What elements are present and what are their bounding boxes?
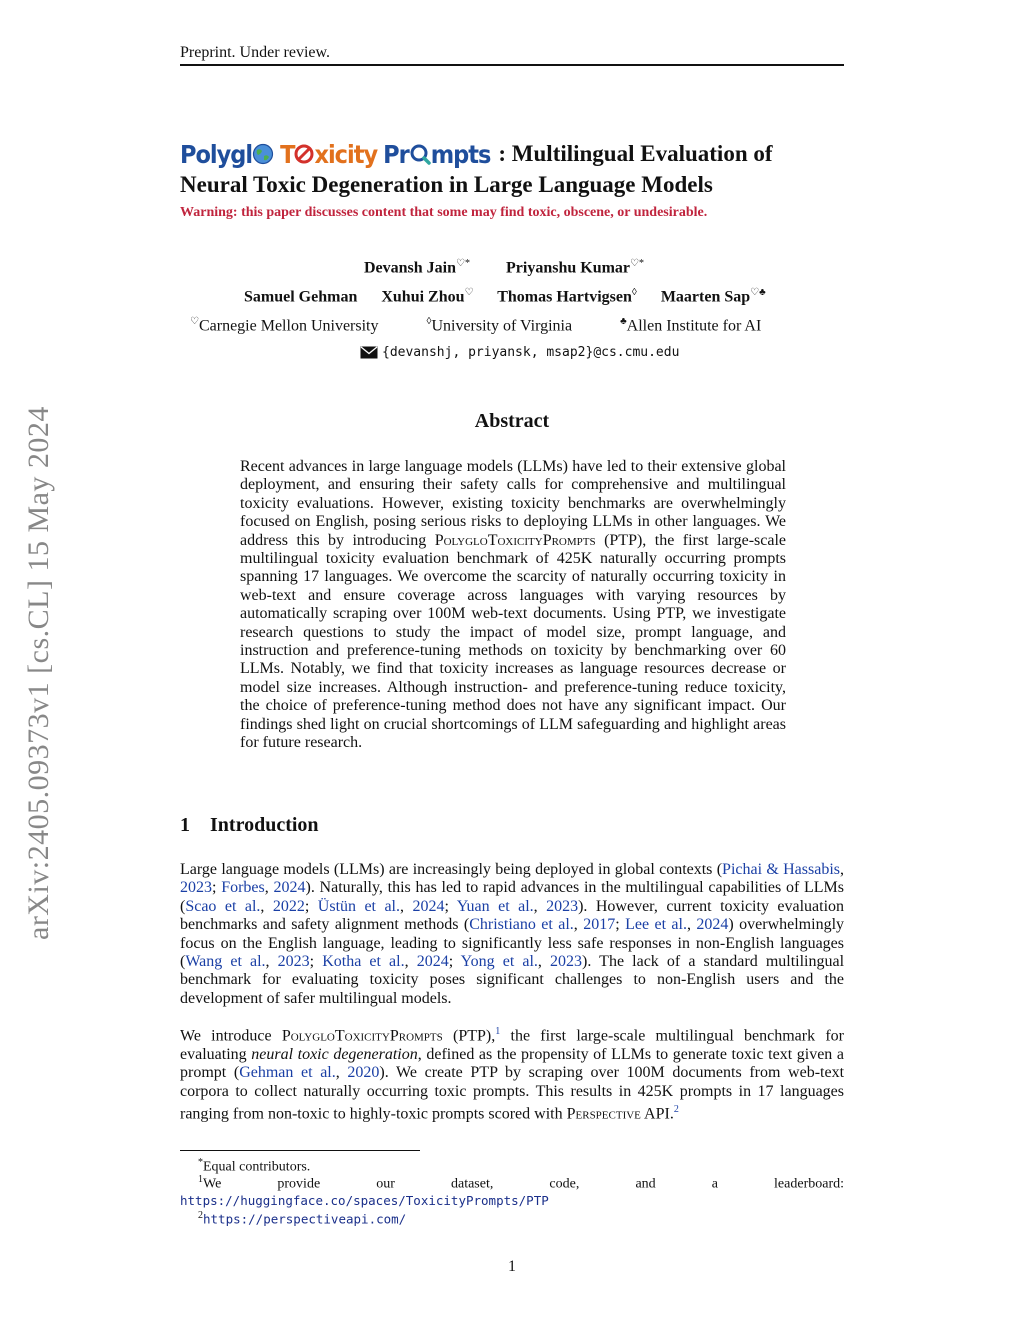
- header-rule: [180, 64, 844, 66]
- citation-link[interactable]: Gehman et al.: [239, 1064, 336, 1082]
- ptp-name: PolygloToxicityPrompts: [281, 1027, 443, 1045]
- citation-link[interactable]: Üstün et al.: [317, 897, 400, 915]
- globe-icon: [252, 143, 274, 165]
- footnote-ref[interactable]: 1: [495, 1026, 501, 1037]
- author-name: Thomas Hartvigsen: [497, 288, 632, 306]
- citation-link[interactable]: Yong et al.: [460, 953, 538, 971]
- affiliation: University of Virginia: [431, 317, 573, 335]
- citation-link[interactable]: Yuan et al.: [456, 897, 534, 915]
- footnote-rule: [180, 1150, 420, 1151]
- citation-year[interactable]: 2020: [347, 1064, 380, 1082]
- abstract-body: Recent advances in large language models (LLMs) have led to their extensive global deployment, and ensuring their safety calls for comprehensive and multilingual toxicity evaluations. However, existing toxicity benchmarks are overwhelmingly focused on English, posing serious risks to deploying LLMs in other languages. We address this by introducing PolygloToxicityPrompts (PTP), the first large-scale multilingual toxicity evaluation benchmark of 425K naturally occurring prompts spanning 17 languages. We overcome the scarcity of naturally occurring toxicity in web-text and ensure coverage across languages with varying resources by automatically scraping over 100M web-text documents. Using PTP, we investigate research questions to study the impact of model size, prompt language, and instruction and preference-tuning methods on toxicity by benchmarking over 60 LLMs. Notably, we find that toxicity increases as language resources decrease or model size increases. Although instruction- and preference-tuning reduce toxicity, the choice of preference-tuning method does not have any significant impact. Our findings shed light on crucial shortcomings of LLM safeguarding and highlight areas for future research.: [240, 458, 786, 752]
- ptp-name: PolygloToxicityPrompts: [434, 531, 596, 549]
- citation-link[interactable]: Christiano et al.: [469, 916, 574, 934]
- citation-link[interactable]: Wang et al.: [185, 953, 266, 971]
- prohibited-icon: [294, 144, 314, 164]
- citation-year[interactable]: 2023: [550, 953, 583, 971]
- running-head: Preprint. Under review.: [180, 44, 331, 61]
- citation-link[interactable]: Lee et al.: [625, 916, 687, 934]
- title-line2: Neural Toxic Degeneration in Large Language Models: [180, 172, 713, 197]
- citation-year[interactable]: 2024: [273, 879, 306, 897]
- intro-paragraph-1: Large language models (LLMs) are increasingly being deployed in global contexts (Pichai & Hassabis, 2023; Forbes, 2024). Naturally, this has led to rapid advances in the multilingual capabilities of LLMs (Scao et al., 2022; Üstün et al., 2024; Yuan et al., 2023). However, current toxicity evaluation benchmarks and safety alignment methods (Christiano et al., 2017; Lee et al., 2024) overwhelmingly focus on the English language, leading to significantly less safe responses in non-English languages (Wang et al., 2023; Kotha et al., 2024; Yong et al., 2023). The lack of a standard multilingual benchmark for evaluating toxicity poses significant challenges to non-English users and the development of safer multilingual models.: [180, 861, 845, 1007]
- citation-link[interactable]: Pichai & Hassabis: [722, 861, 840, 878]
- perspective-link[interactable]: https://perspectiveapi.com/: [203, 1211, 407, 1227]
- citation-year[interactable]: 2024: [416, 953, 449, 971]
- citation-year[interactable]: 2023: [180, 879, 212, 897]
- affiliation: Carnegie Mellon University: [198, 317, 379, 335]
- ptp-logo: Polygl T xicity Pr mpts: [180, 139, 491, 169]
- footnote-equal: *Equal contributors.: [198, 1157, 311, 1175]
- author-name: Devansh Jain: [364, 259, 457, 277]
- author-row-2: Samuel Gehman Xuhui Zhou♡ Thomas Hartvigsen◊ Maarten Sap♡♣: [244, 287, 766, 306]
- abstract-heading: Abstract: [474, 410, 550, 432]
- perspective-api: Perspective API: [566, 1105, 670, 1123]
- author-name: Samuel Gehman: [244, 288, 358, 306]
- citation-year[interactable]: 2024: [412, 897, 445, 915]
- citation-link[interactable]: Forbes: [221, 879, 265, 897]
- magnifier-icon: [409, 143, 431, 165]
- affiliations: ♡Carnegie Mellon University ◊University of Virginia ♣Allen Institute for AI: [190, 316, 762, 335]
- paper-title: [180, 138, 844, 198]
- page-number: 1: [508, 1258, 516, 1275]
- content-warning: Warning: this paper discusses content that some may find toxic, obscene, or undesirable.: [180, 205, 708, 220]
- author-name: Priyanshu Kumar: [506, 259, 631, 277]
- citation-year[interactable]: 2022: [272, 897, 305, 915]
- affiliation: Allen Institute for AI: [626, 317, 762, 335]
- section-heading: 1 Introduction: [180, 814, 319, 836]
- author-row-1: Devansh Jain♡* Priyanshu Kumar♡*: [364, 258, 644, 277]
- citation-year[interactable]: 2023: [277, 953, 310, 971]
- email-line: [360, 345, 679, 360]
- author-name: Maarten Sap: [660, 288, 751, 306]
- title-rest-line1: : Multilingual Evaluation of: [498, 141, 773, 166]
- citation-year[interactable]: 2017: [583, 916, 616, 934]
- arxiv-stamp: arXiv:2405.09373v1 [cs.CL] 15 May 2024: [22, 406, 55, 940]
- envelope-icon: [360, 346, 378, 359]
- email-address[interactable]: {devanshj, priyansk, msap2}@cs.cmu.edu: [382, 345, 680, 360]
- intro-paragraph-2: We introduce PolygloToxicityPrompts (PTP),$^1$ the first large-scale multilingual benchmark for evaluating neural toxic degeneration, defined as the propensity of LLMs to generate toxic text given a prompt (Gehman et al., 2020). We create PTP by scraping over 100M documents from web-text corpora to collect naturally occurring toxic prompts. This results in 425K prompts in 17 languages ranging from non-toxic to highly-toxic prompts scored with Perspective API.$^2$: [180, 1026, 845, 1123]
- citation-link[interactable]: Scao et al.: [185, 897, 261, 915]
- citation-year[interactable]: 2023: [546, 897, 579, 915]
- citation-year[interactable]: 2024: [696, 916, 729, 934]
- author-name: Xuhui Zhou: [381, 288, 465, 306]
- footnote-2: $^2$https://perspectiveapi.com/: [198, 1210, 407, 1227]
- footnote-ref[interactable]: 2: [673, 1103, 679, 1115]
- footnote-1: $^1$We provide our dataset, code, and a leaderboard: https://huggingface.co/spaces/ToxicityPrompts/PTP: [180, 1174, 844, 1208]
- dataset-link[interactable]: https://huggingface.co/spaces/ToxicityPrompts/PTP: [180, 1192, 549, 1208]
- citation-link[interactable]: Kotha et al.: [322, 953, 405, 971]
